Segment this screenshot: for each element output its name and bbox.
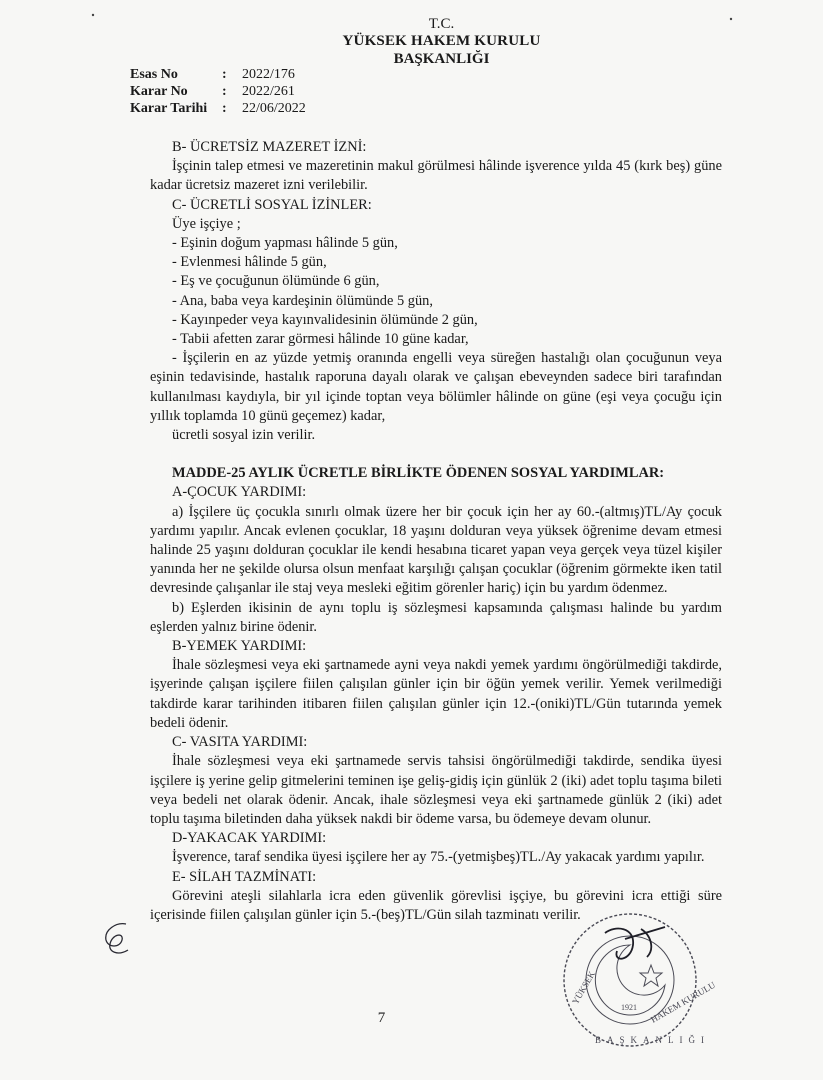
svg-text:BAŞKANLIĞI: BAŞKANLIĞI [595, 1035, 710, 1045]
section-meal-text: İhale sözleşmesi veya eki şartnamede ayni veya nakdi yemek yardımı öngörülmediği takdirde, işyerinde çalışan işçilere fiilen çalışılan günler için bir öğün yemek verilir. Yemek verilmediği takdirde karar tarihinden itibaren fiilen çalışılan günler için 12.-(oniki)TL/Gün tutarında yemek bedeli ödenir. [150, 657, 722, 731]
svg-text:1921: 1921 [621, 1003, 637, 1012]
section-a-text-1: a) İşçilere üç çocukla sınırlı olmak üzere her bir çocuk için her ay 60.-(altmış)TL/Ay çocuk yardımı yapılır. Ancak evlenen çocuklar, 18 yaşını dolduran veya yüksek öğrenime devam etmesi halinde 25 yaşını dolduran çocuklar ile kendi hesabına ticaret yapan veya gerçek veya tüzel kişiler yanında her ne şekilde olursa olsun menfaat karşılığı çalışan çocuklar (öğrenim görmekte iken tatil devresinde çalışanlar ile staj veya mesleki eğitim görenler hariç) için bu yardım ödenmez. [150, 503, 722, 597]
article-25-title: MADDE-25 AYLIK ÜCRETLE BİRLİKTE ÖDENEN SOSYAL YARDIMLAR: [172, 465, 665, 482]
meta-value: 2022/176 [242, 67, 295, 82]
section-b-title: B- ÜCRETSİZ MAZERET İZNİ: [172, 139, 367, 155]
header-institution: YÜKSEK HAKEM KURULU [342, 33, 541, 49]
meta-key: Karar Tarihi [130, 101, 208, 116]
section-c-end: ücretli sosyal izin verilir. [172, 427, 316, 444]
meta-key: Esas No [130, 67, 178, 82]
header-presidency: BAŞKANLIĞI [393, 51, 490, 67]
section-weapon-text: Görevini ateşli silahlarla icra eden güvenlik görevlisi işçiye, bu görevini icra ettiği süre içerisinde fiilen çalışılan günler için 5.-(beş)TL/Gün silah tazminatı verilir. [150, 887, 722, 923]
section-transport-title: C- VASITA YARDIMI: [172, 734, 308, 751]
scan-mark-icon [90, 12, 96, 18]
meta-key: Karar No [130, 84, 188, 99]
spacer [150, 445, 722, 464]
section-weapon-title: E- SİLAH TAZMİNATI: [172, 868, 317, 885]
section-b-text: İşçinin talep etmesi ve mazeretinin makul görülmesi hâlinde işverence yılda 45 (kırk beş) güne kadar ücretsiz mazeret izni verilebilir. [150, 158, 722, 194]
section-c-title: C- ÜCRETLİ SOSYAL İZİNLER: [172, 196, 372, 213]
section-fuel-title: D-YAKACAK YARDIMI: [172, 830, 327, 847]
scan-mark-icon [728, 16, 734, 22]
section-c-intro: Üye işçiye ; [172, 215, 241, 232]
svg-text:YÜKSEK: YÜKSEK [570, 969, 597, 1006]
section-fuel-text: İşverence, taraf sendika üyesi işçilere her ay 75.-(yetmişbeş)TL./Ay yakacak yardımı yapılır. [172, 849, 705, 866]
meta-row-karar [130, 83, 306, 100]
section-transport-text: İhale sözleşmesi veya eki şartnamede servis tahsisi öngörülmediği takdirde, sendika üyesi işçilere iş yerine gelip gitmelerini teminen işe geliş-gidiş için günlük 2 (iki) adet toplu taşıma bileti veya bedeli net olarak ödenir. Ancak, ihale sözleşmesi veya eki şartnamede günlük 2 (iki) adet toplu taşıma biletinden daha yüksek nakdi bir ödeme varsa, bu ödemeye devam olunur. [150, 753, 722, 827]
document-body [150, 138, 722, 925]
section-c-item: - Eşinin doğum yapması hâlinde 5 gün, [172, 235, 398, 252]
header-tc: T.C. [428, 16, 455, 32]
meta-sep: : [222, 101, 227, 116]
section-a-text-2: b) Eşlerden ikisinin de aynı toplu iş sözleşmesi kapsamında çalışması halinde bu yardım eşlerden yalnız birine ödenir. [150, 599, 722, 635]
section-c-item: - Ana, baba veya kardeşinin ölümünde 5 gün, [172, 292, 433, 309]
page-number: 7 [377, 1010, 386, 1026]
section-a-title: A-ÇOCUK YARDIMI: [172, 484, 307, 501]
section-c-item: - Kayınpeder veya kayınvalidesinin ölümünde 2 gün, [172, 311, 478, 328]
official-seal-icon [555, 905, 718, 1055]
meta-value: 22/06/2022 [242, 101, 306, 116]
meta-sep: : [222, 67, 227, 82]
meta-row-esas [130, 66, 306, 83]
meta-value: 2022/261 [242, 84, 295, 99]
section-c-item: - Eş ve çocuğunun ölümünde 6 gün, [172, 273, 380, 290]
initials-signature-icon [98, 918, 138, 958]
case-meta [130, 66, 306, 117]
meta-sep: : [222, 84, 227, 99]
section-c-item: - Evlenmesi hâlinde 5 gün, [172, 254, 327, 271]
section-c-item: - Tabii afetten zarar görmesi hâlinde 10 güne kadar, [172, 331, 469, 348]
section-meal-title: B-YEMEK YARDIMI: [172, 638, 307, 655]
section-c-last-item: - İşçilerin en az yüzde yetmiş oranında engelli veya süreğen hastalığı olan çocuğunun veya eşinin tedavisinde, hastalık raporuna dayalı olarak ve çalışan ebeveynden sadece biri tarafından kullanılması kaydıyla, bir yıl içinde toptan veya bölümler hâlinde on güne (eşi veya çocuğu için yıllık toplamda 10 günü geçemez) kadar, [150, 350, 722, 424]
meta-row-tarih [130, 100, 306, 117]
svg-text:HAKEM KURULU: HAKEM KURULU [649, 979, 718, 1025]
